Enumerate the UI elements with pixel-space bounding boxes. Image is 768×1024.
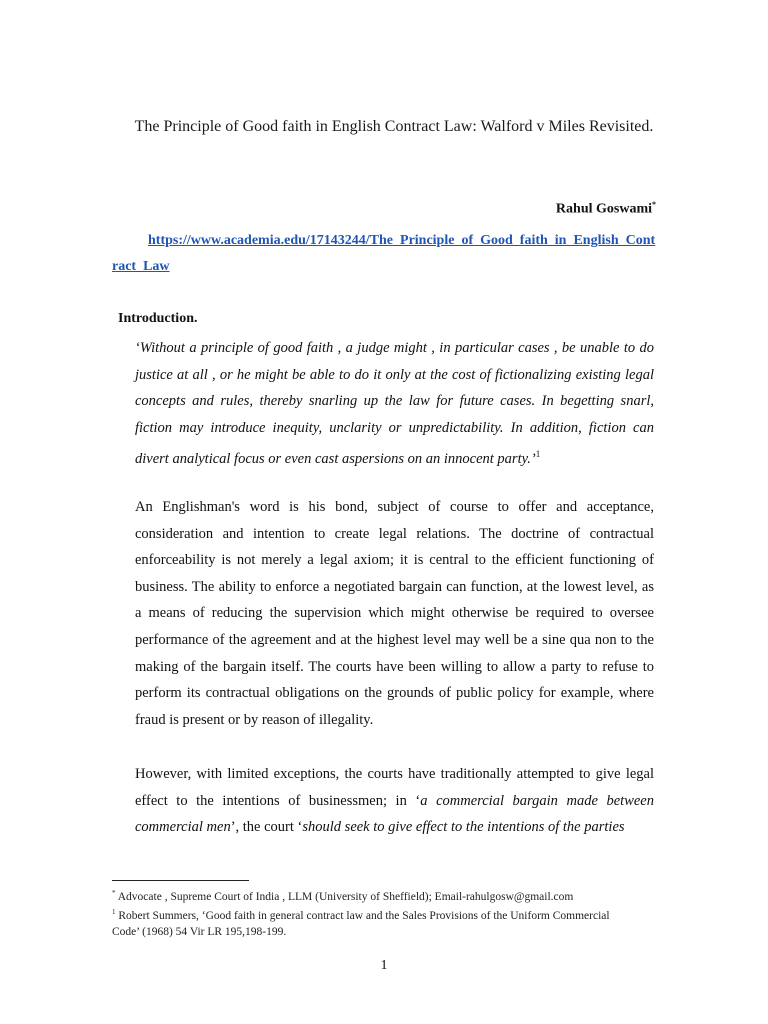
body-paragraph-2 — [135, 761, 654, 841]
quote-footnote-mark: 1 — [535, 449, 541, 460]
para2-italic-2: should seek to give effect to the intentions of the parties — [302, 819, 625, 836]
footnote-item — [112, 905, 632, 940]
footnote-item — [112, 886, 632, 905]
footnote-text: Advocate , Supreme Court of India , LLM (University of Sheffield); Email-rahulgosw@gmail.com — [117, 890, 574, 903]
footnote-mark: 1 — [112, 908, 116, 917]
section-heading: Introduction. — [118, 311, 198, 326]
footnote-mark: * — [112, 889, 116, 897]
author-footnote-mark: * — [652, 200, 656, 209]
epigraph-quote — [135, 335, 654, 473]
page-number: 1 — [380, 958, 388, 973]
body-paragraph-1: An Englishman's word is his bond, subject of course to offer and acceptance, consideration and intention to create legal relations. The doctrine of contractual enforceability is not merely a legal axiom; it is central to the efficient functioning of business. The ability to enforce a negotiated bargain can function, at the lowest level, as a means of reducing the supervision which might otherwise be required to oversee performance of the agreement and at the highest level may well be a sine qua non to the making of the bargain itself. The courts have been willing to allow a party to refuse to perform its contractual obligations on the grounds of public policy for example, where fraud is present or by reason of illegality. — [135, 499, 654, 728]
footnotes — [112, 886, 632, 940]
footnote-divider — [112, 880, 249, 881]
author-name — [556, 200, 656, 218]
para2-lead: However, with limited exceptions, the courts have traditionally attempted to give legal effect to the intentions of businessmen; in ‘ — [135, 766, 654, 809]
para2-italic-1: a commercial bargain made between commercial men — [135, 792, 654, 836]
footnote-text: Robert Summers, ‘Good faith in general contract law and the Sales Provisions of the Uniform Commercial Code’ (1968) 54 Vir LR 195,198-199. — [112, 910, 610, 938]
author-name-text: Rahul Goswami — [555, 201, 652, 217]
source-link[interactable]: https://www.academia.edu/17143244/The_Principle_of_Good_faith_in_English_Contract_Law — [112, 233, 656, 274]
para2-mid: ’, the court ‘ — [230, 819, 303, 836]
quote-text: ‘Without a principle of good faith , a judge might , in particular cases , be unable to do justice at all , or he might be able to do it only at the cost of fictionalizing existing legal concepts and rules, thereby snarling up the law for future cases. In begetting snarl, fiction may introduce inequity, unclarity or unpredictability. In addition, fiction can divert analytical focus or even cast aspersions on an innocent party.’ — [135, 340, 654, 468]
document-title: The Principle of Good faith in English Contract Law: Walford v Miles Revisited. — [134, 118, 654, 135]
